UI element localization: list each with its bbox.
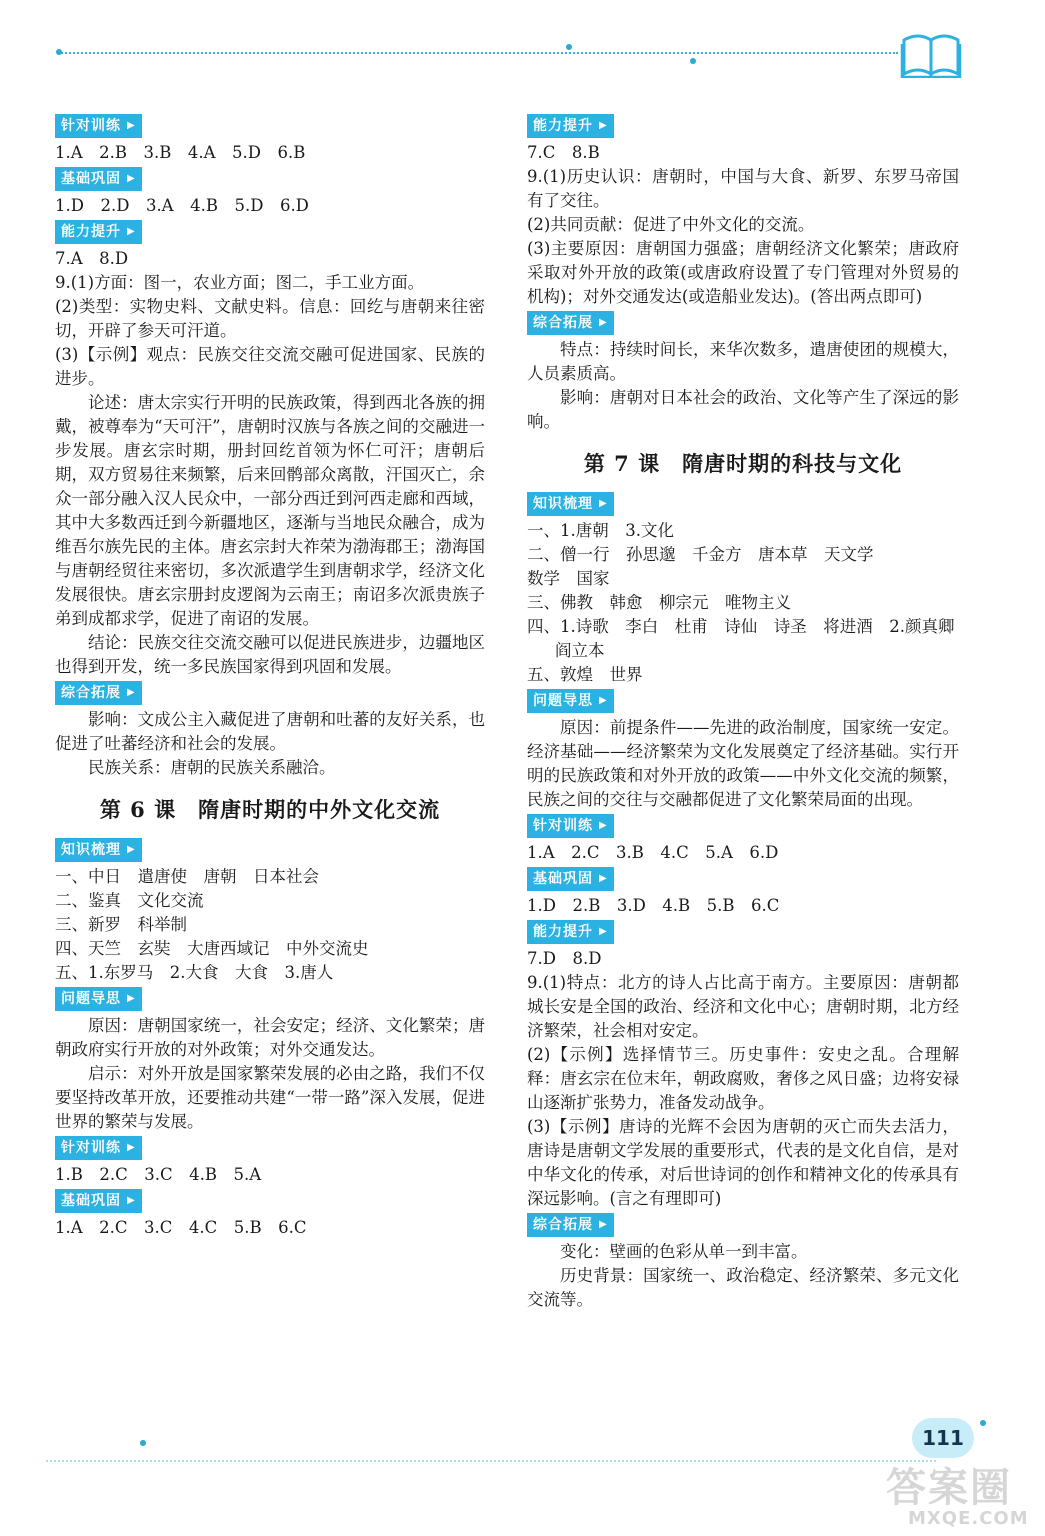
section-tag: 针对训练 ▶ <box>55 1136 142 1160</box>
answer-paragraph: 9.(1)特点：北方的诗人占比高于南方。主要原因：唐朝都城长安是全国的政治、经济和文化中心；唐朝时期，北方经济繁荣，社会相对安定。 <box>527 973 959 1040</box>
answer-paragraph: (2)【示例】选择情节三。历史事件：安史之乱。合理解释：唐玄宗在位末年，朝政腐败，奢侈之风日盛；边将安禄山逐渐扩张势力，准备发动战争。 <box>527 1045 959 1112</box>
section-tag: 基础巩固 ▶ <box>527 867 614 891</box>
section-tag: 知识梳理 ▶ <box>527 492 614 516</box>
answer-paragraph: 结论：民族交往交流交融可以促进民族进步，边疆地区也得到开发，统一多民族国家得到巩固和发展。 <box>55 633 485 676</box>
answer-paragraph: 影响：文成公主入藏促进了唐朝和吐蕃的友好关系，也促进了吐蕃经济和社会的发展。 <box>55 710 485 753</box>
answer-paragraph: (3)【示例】观点：民族交往交流交融可促进国家、民族的进步。 <box>55 345 485 388</box>
rule-dot <box>980 1420 986 1426</box>
left-column <box>55 112 485 1240</box>
rule-dot <box>140 1440 146 1446</box>
watermark: 答案圈 MXQE.COM <box>886 1465 1029 1529</box>
rule-dot <box>690 58 696 64</box>
answer-paragraph: 民族关系：唐朝的民族关系融洽。 <box>88 758 336 777</box>
answer-line: 1.D 2.B 3.D 4.B 5.B 6.C <box>527 896 780 915</box>
section-tag: 综合拓展 ▶ <box>527 311 614 335</box>
answer-paragraph: 原因：前提条件——先进的政治制度，国家统一安定。经济基础——经济繁荣为文化发展奠定了经济基础。实行开明的民族政策和对外开放的政策——中外文化交流的频繁，民族之间的交往与交融都促进了文化繁荣局面的出现。 <box>527 718 959 809</box>
knowledge-line: 三、新罗 科举制 <box>55 915 187 934</box>
answer-paragraph: (2)共同贡献：促进了中外文化的交流。 <box>527 215 815 234</box>
knowledge-line: 一、中日 遣唐使 唐朝 日本社会 <box>55 867 319 886</box>
knowledge-line: 五、敦煌 世界 <box>527 665 643 684</box>
section-tag: 针对训练 ▶ <box>527 814 614 838</box>
page-number: 111 <box>912 1418 974 1458</box>
answer-paragraph: 启示：对外开放是国家繁荣发展的必由之路，我们不仅要坚持改革开放，还要推动共建“一带一路”深入发展，促进世界的繁荣与发展。 <box>55 1064 485 1131</box>
answer-paragraph: (3)主要原因：唐朝国力强盛；唐朝经济文化繁荣；唐政府采取对外开放的政策(或唐政府设置了专门管理对外贸易的机构)；对外交通发达(或造船业发达)。(答出两点即可) <box>527 239 959 306</box>
section-tag: 问题导思 ▶ <box>55 987 142 1011</box>
answer-paragraph: 论述：唐太宗实行开明的民族政策，得到西北各族的拥戴，被尊奉为“天可汗”，唐朝时汉族与各族之间的交融进一步发展。唐玄宗时期，册封回纥首领为怀仁可汗；唐朝后期，双方贸易往来频繁，后来回鹘部众离散，汗国灭亡，余众一部分融入汉人民众中，一部分西迁到河西走廊和西域，其中大多数西迁到今新疆地区，逐渐与当地民众融合，成为维吾尔族先民的主体。唐玄宗封大祚荣为渤海郡王；渤海国与唐朝经贸往来密切，多次派遣学生到唐朝求学，经济文化发展很快。唐玄宗册封皮逻阁为云南王；南诏多次派贵族子弟到成都求学，促进了南诏的发展。 <box>55 393 485 628</box>
answer-paragraph: (3)【示例】唐诗的光辉不会因为唐朝的灭亡而失去活力，唐诗是唐朝文学发展的重要形式，代表的是文化自信，是对中华文化的传承，对后世诗词的创作和精神文化的传承具有深远影响。(言之有理即可) <box>527 1117 959 1208</box>
knowledge-line: 四、天竺 玄奘 大唐西域记 中外交流史 <box>55 939 369 958</box>
knowledge-line: 数学 国家 <box>527 569 610 588</box>
section-tag: 知识梳理 ▶ <box>55 838 142 862</box>
section-tag: 能力提升 ▶ <box>55 220 142 244</box>
lesson-title: 第 7 课 隋唐时期的科技与文化 <box>583 451 903 476</box>
rule-dot <box>56 49 62 55</box>
knowledge-line: 二、鉴真 文化交流 <box>55 891 204 910</box>
answer-line: 7.D 8.D <box>527 949 602 968</box>
answer-paragraph: (2)类型：实物史料、文献史料。信息：回纥与唐朝来往密切，开辟了参天可汗道。 <box>55 297 485 340</box>
section-tag: 基础巩固 ▶ <box>55 1189 142 1213</box>
answer-paragraph: 影响：唐朝对日本社会的政治、文化等产生了深远的影响。 <box>527 388 959 431</box>
open-book-icon <box>900 30 962 78</box>
knowledge-line: 三、佛教 韩愈 柳宗元 唯物主义 <box>527 593 791 612</box>
answer-line: 1.A 2.C 3.B 4.C 5.A 6.D <box>527 843 779 862</box>
section-tag: 针对训练 ▶ <box>55 114 142 138</box>
answer-line: 1.A 2.B 3.B 4.A 5.D 6.B <box>55 143 306 162</box>
section-tag: 能力提升 ▶ <box>527 114 614 138</box>
answer-line: 7.C 8.B <box>527 143 600 162</box>
knowledge-line: 一、1.唐朝 3.文化 <box>527 521 674 540</box>
answer-paragraph: 9.(1)方面：图一，农业方面；图二，手工业方面。 <box>55 273 425 292</box>
answer-paragraph: 历史背景：国家统一、政治稳定、经济繁荣、多元文化交流等。 <box>527 1266 959 1309</box>
section-tag: 基础巩固 ▶ <box>55 167 142 191</box>
answer-line: 1.D 2.D 3.A 4.B 5.D 6.D <box>55 196 309 215</box>
answer-line: 1.A 2.C 3.C 4.C 5.B 6.C <box>55 1218 307 1237</box>
answer-paragraph: 9.(1)历史认识：唐朝时，中国与大食、新罗、东罗马帝国有了交往。 <box>527 167 959 210</box>
bottom-dotted-rule <box>46 1460 936 1462</box>
section-tag: 问题导思 ▶ <box>527 689 614 713</box>
knowledge-line: 五、1.东罗马 2.大食 大食 3.唐人 <box>55 963 334 982</box>
rule-dot <box>566 44 572 50</box>
top-dotted-rule <box>58 52 898 54</box>
section-tag: 综合拓展 ▶ <box>55 681 142 705</box>
knowledge-line: 四、1.诗歌 李白 杜甫 诗仙 诗圣 将进酒 2.颜真卿 阎立本 <box>527 617 971 660</box>
right-column <box>527 112 971 1312</box>
answer-line: 7.A 8.D <box>55 249 129 268</box>
section-tag: 综合拓展 ▶ <box>527 1213 614 1237</box>
lesson-title: 第 6 课 隋唐时期的中外文化交流 <box>99 797 441 822</box>
answer-paragraph: 原因：唐朝国家统一，社会安定；经济、文化繁荣；唐朝政府实行开放的对外政策；对外交通发达。 <box>55 1016 485 1059</box>
answer-paragraph: 变化：壁画的色彩从单一到丰富。 <box>560 1242 808 1261</box>
answer-line: 1.B 2.C 3.C 4.B 5.A <box>55 1165 262 1184</box>
section-tag: 能力提升 ▶ <box>527 920 614 944</box>
answer-paragraph: 特点：持续时间长，来华次数多，遣唐使团的规模大，人员素质高。 <box>527 340 959 383</box>
knowledge-line: 二、僧一行 孙思邈 千金方 唐本草 天文学 <box>527 545 874 564</box>
